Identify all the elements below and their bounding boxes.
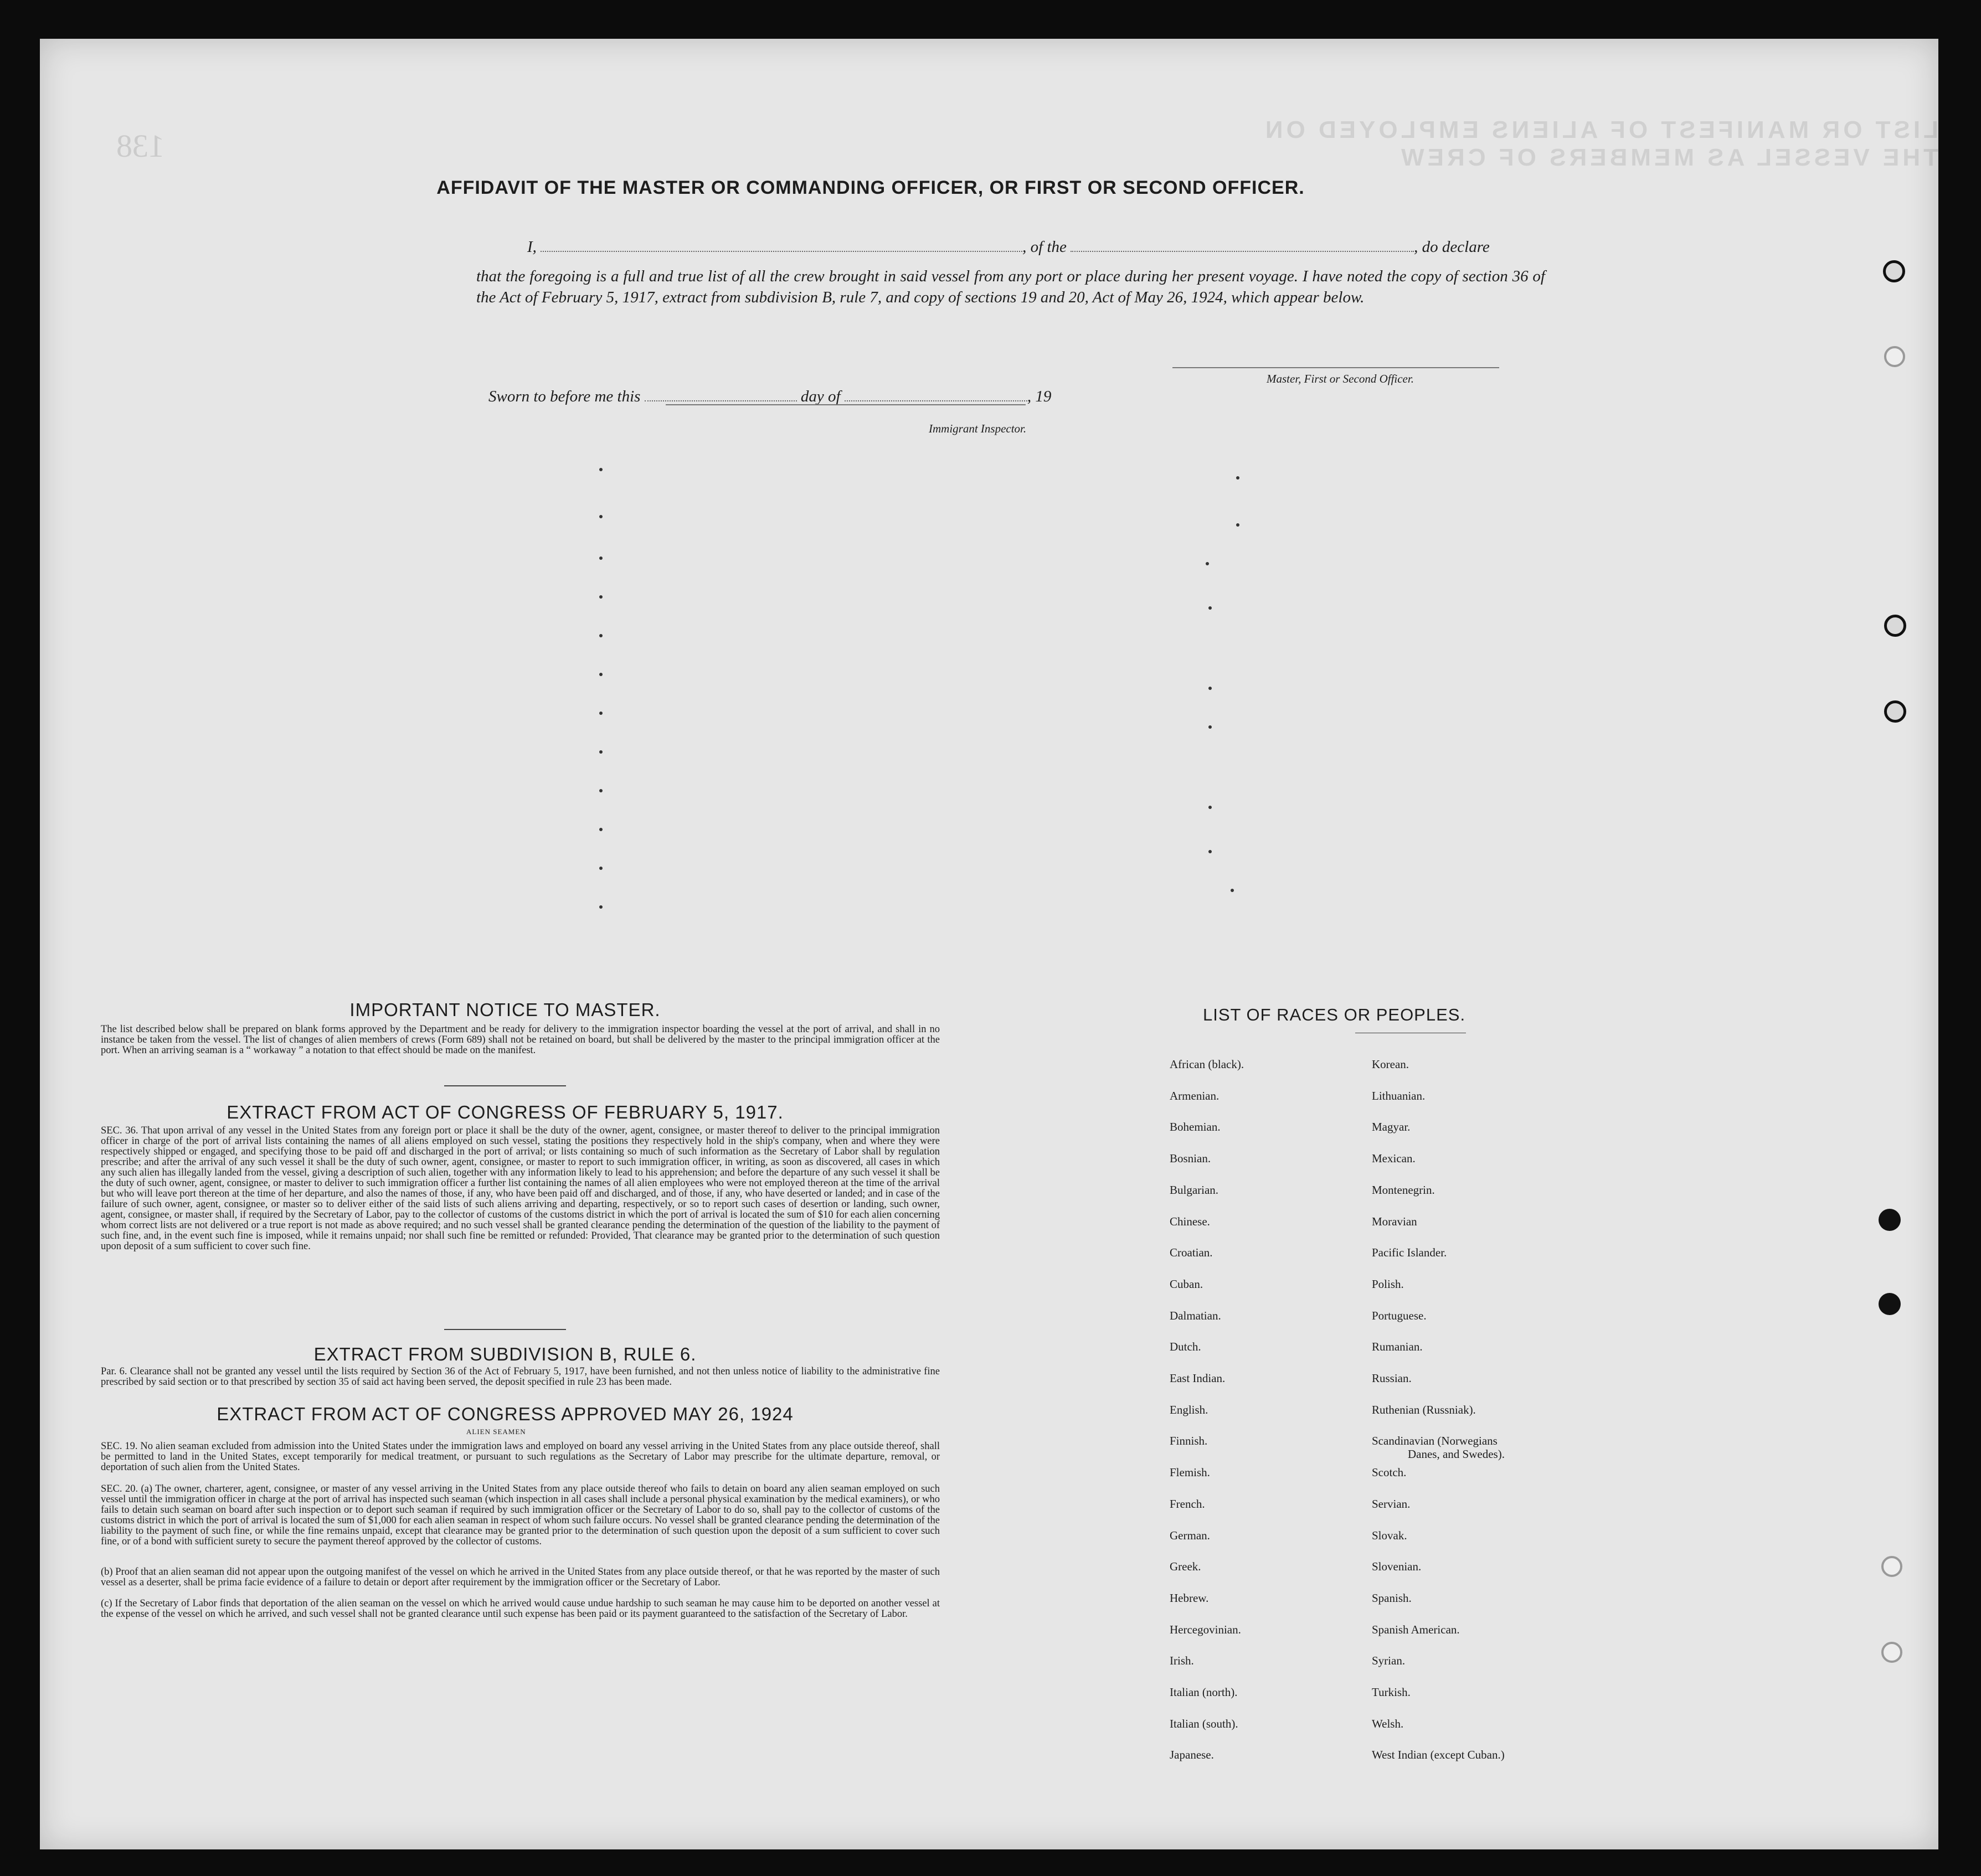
stray-mark (1231, 889, 1234, 892)
stray-mark (599, 634, 603, 637)
race-item: Greek. (1170, 1560, 1201, 1574)
stray-mark (599, 750, 603, 754)
race-item: Portuguese. (1372, 1308, 1427, 1322)
stray-mark (599, 712, 603, 715)
name-blank[interactable] (541, 248, 1022, 252)
extract-1917-text: SEC. 36. That upon arrival of any vessel in the United States from any foreign port or place it shall be the duty of the owner, agent, consignee, or master thereof to deliver to the principal immigration officer in charge of the port of arrival lists containing the names of all aliens employed on such vessel, stating the positions they respectively hold in the ship's company, when and where they were respectively shipped or engaged, and specifying those to be paid off and discharged in the port of arrival; or lists containing so much of such information as the Secretary of Labor shall by regulation prescribe; and after the arrival of any such vessel it shall be the duty of such owner, agent, consignee, or master to report to such immigration officer, in writing, as soon as discovered, all cases in which any such alien has illegally landed from the vessel, giving a description of such alien, together with any information likely to lead to his apprehension; and before the departure of any such vessel it shall be the duty of such owner, agent, consignee, or master to deliver to such immigration officer a further list containing the names of all alien employees who were not employed thereon at the time of the arrival but who will leave port thereon at the time of her departure, and also the names of those, if any, who have been paid off and discharged, and of those, if any, who have deserted or landed; and in case of the failure of such owner, agent, consignee, or master so to deliver either of the said lists of such aliens arriving and departing, respectively, or so to report such cases of desertion or landing, such owner, agent, consignee, or master shall, if required by the Secretary of Labor, pay to the collector of customs of the customs district in which the port of arrival is located the sum of $10 for each alien concerning whom correct lists are not delivered or a true report is not made as above required; and no such vessel shall be granted clearance pending the determination of the question of the liability to the payment of such fine, and, in the event such fine is imposed, while it remains unpaid; nor shall such fine be remitted or refunded: Provided, That clearance may be granted prior to the determination of such question upon deposit of a sum sufficient to cover such fine. (101, 1125, 940, 1252)
race-item: East Indian. (1170, 1372, 1226, 1385)
race-item: Ruthenian (Russniak). (1372, 1403, 1476, 1416)
document-sheet (40, 39, 1938, 1849)
race-item: Hercegovinian. (1170, 1622, 1241, 1636)
race-item: Cuban. (1170, 1277, 1203, 1291)
extract-rule6-title: EXTRACT FROM SUBDIVISION B, RULE 6. (313, 1344, 697, 1364)
stray-mark (1236, 523, 1239, 527)
race-item: Syrian. (1372, 1654, 1406, 1668)
sworn-line (488, 388, 1051, 406)
stray-mark (1208, 850, 1212, 853)
race-item: Dutch. (1170, 1340, 1201, 1354)
extract-1924-subtitle: ALIEN SEAMEN (466, 1427, 526, 1436)
race-item: Rumanian. (1372, 1340, 1423, 1354)
race-item: Hebrew. (1170, 1591, 1209, 1605)
race-item: German. (1170, 1528, 1210, 1542)
race-item: French. (1170, 1497, 1205, 1511)
binder-hole (1884, 346, 1905, 367)
inspector-label: Immigrant Inspector. (929, 422, 1027, 435)
bleed-through-page-number: 138 (116, 128, 164, 164)
race-item: Korean. (1372, 1058, 1409, 1071)
extract-1924-title: EXTRACT FROM ACT OF CONGRESS APPROVED MAY 26, 1924 (217, 1404, 794, 1424)
race-item: Magyar. (1372, 1120, 1411, 1134)
signature-line[interactable] (1172, 367, 1499, 368)
race-item: Croatian. (1170, 1246, 1213, 1260)
affidavit-of-the: , of the (1022, 238, 1067, 256)
notice-text: The list described below shall be prepared on blank forms approved by the Department and be ready for delivery to the immigration inspector boarding the vessel at the port of arrival, and shall in no instance be taken from the vessel. The list of changes of alien members of crews (Form 689) shall not be retained on board, but shall be delivered by the master to the principal immigration officer at the port. When an arriving seaman is a “ workaway ” a notation to that effect should be made on the manifest. (101, 1024, 940, 1056)
race-item: Chinese. (1170, 1214, 1210, 1228)
race-item: Bulgarian. (1170, 1183, 1219, 1197)
binder-hole (1879, 1209, 1901, 1231)
stray-mark (599, 595, 603, 599)
affidavit-title: AFFIDAVIT OF THE MASTER OR COMMANDING OFFICER, OR FIRST OR SECOND OFFICER. (436, 177, 1305, 198)
race-item: Bosnian. (1170, 1152, 1211, 1166)
stray-mark (1208, 725, 1212, 729)
stray-mark (599, 867, 603, 870)
race-item: Bohemian. (1170, 1120, 1221, 1134)
sworn-month-blank[interactable] (845, 397, 1027, 401)
affidavit-paragraph: that the foregoing is a full and true list of all the crew brought in said vessel from any port or place during her present voyage. I have noted the copy of section 36 of the Act of February 5, 1917, extract from subdivision B, rule 7, and copy of sections 19 and 20, Act of May 26, 1924, which appear below. (476, 267, 1545, 306)
signature-label: Master, First or Second Officer. (1267, 372, 1414, 385)
race-item: English. (1170, 1403, 1208, 1416)
stray-mark (1208, 606, 1212, 610)
stray-mark (1206, 562, 1209, 565)
sworn-day-blank[interactable] (645, 397, 797, 401)
race-item: Polish. (1372, 1277, 1404, 1291)
extract-1924-sec20b: (b) Proof that an alien seaman did not appear upon the outgoing manifest of the vessel on which he arrived in the United States from any place outside thereof, or that he was reported by the master of such vessel as a deserter, shall be prima facie evidence of a failure to detain or deport after requirement by the immigration officer or the Secretary of Labor. (101, 1566, 940, 1588)
extract-1917-title: EXTRACT FROM ACT OF CONGRESS OF FEBRUARY 5, 1917. (227, 1102, 784, 1122)
stray-mark (599, 468, 603, 471)
sworn-text: Sworn to before me this (488, 388, 641, 405)
race-item: Slovenian. (1372, 1560, 1422, 1574)
race-item: Turkish. (1372, 1686, 1411, 1699)
race-item: Scotch. (1372, 1466, 1407, 1480)
race-item: Italian (north). (1170, 1686, 1238, 1699)
race-item: Montenegrin. (1372, 1183, 1435, 1197)
stray-mark (599, 556, 603, 560)
stray-mark (599, 905, 603, 909)
binder-hole (1881, 1556, 1902, 1577)
affidavit-declaration-line (527, 238, 1490, 256)
bleed-through-title: LIST OR MANIFEST OF ALIENS EMPLOYED ON THE VESSEL AS MEMBERS OF CREW (1262, 116, 1938, 171)
race-item: Irish. (1170, 1654, 1194, 1668)
races-title: LIST OF RACES OR PEOPLES. (1203, 1005, 1466, 1024)
race-item: Armenian. (1170, 1089, 1220, 1102)
race-item: Servian. (1372, 1497, 1411, 1511)
extract-1924-sec20c: (c) If the Secretary of Labor finds that deportation of the alien seaman on the vessel on which he arrived would cause undue hardship to such seaman he may cause him to be deported on another vessel at the expense of the vessel on which he arrived, and such vessel shall not be granted clearance until such expense has been paid or its payment guaranteed to the satisfaction of the Secretary of Labor. (101, 1598, 940, 1620)
race-item: Pacific Islander. (1372, 1246, 1447, 1260)
vessel-blank[interactable] (1071, 248, 1414, 252)
race-item: Finnish. (1170, 1434, 1208, 1448)
affidavit-i: I, (527, 238, 537, 256)
sworn-year: , 19 (1027, 388, 1052, 405)
race-item: Scandinavian (Norwegians (1372, 1434, 1498, 1448)
stray-mark (599, 673, 603, 676)
binder-hole (1884, 700, 1906, 723)
stray-mark (599, 515, 603, 518)
stray-mark (599, 828, 603, 831)
race-item: Dalmatian. (1170, 1308, 1221, 1322)
divider (444, 1085, 566, 1086)
race-item: Lithuanian. (1372, 1089, 1426, 1102)
extract-1924-sec20a: SEC. 20. (a) The owner, charterer, agent, consignee, or master of any vessel arriving in the United States from any place outside thereof who fails to detain on board any alien seaman employed on such vessel until the immigration officer in charge at the port of arrival has inspected such seaman (which inspection in all cases shall include a personal physical examination by the medical examiners), or who fails to detain such seaman on board after such inspection or to deport such seaman if required by such immigration officer or the Secretary of Labor to do so, shall pay to the collector of customs of the customs district in which the port of arrival is located the sum of $1,000 for each alien seaman in respect of whom such failure occurs. No vessel shall be granted clearance pending the determination of the liability to the payment of such fine, or while the fine remains unpaid, except that clearance may be granted prior to the determination of such question upon the deposit of a sum sufficient to cover such fine, or of a bond with sufficient surety to secure the payment thereof approved by the collector of customs. (101, 1483, 940, 1547)
notice-title: IMPORTANT NOTICE TO MASTER. (349, 999, 661, 1020)
race-item: Italian (south). (1170, 1717, 1238, 1730)
stray-mark (1236, 476, 1239, 480)
inspector-signature-line[interactable] (666, 404, 1026, 405)
binder-hole (1879, 1293, 1901, 1315)
binder-hole (1884, 615, 1906, 637)
affidavit-declare: , do declare (1414, 238, 1490, 256)
stray-mark (599, 789, 603, 792)
race-item: Japanese. (1170, 1748, 1214, 1762)
binder-hole (1883, 260, 1905, 282)
race-item: Danes, and Swedes). (1408, 1447, 1505, 1461)
divider (444, 1329, 566, 1330)
race-item: Slovak. (1372, 1528, 1407, 1542)
race-item: Mexican. (1372, 1152, 1416, 1166)
binder-hole (1881, 1642, 1902, 1663)
race-item: Flemish. (1170, 1466, 1210, 1480)
stray-mark (1208, 806, 1212, 809)
race-item: Spanish American. (1372, 1622, 1460, 1636)
stray-mark (1208, 687, 1212, 690)
race-item: African (black). (1170, 1058, 1244, 1071)
race-item: Russian. (1372, 1372, 1412, 1385)
sworn-day-of: day of (800, 388, 841, 405)
extract-rule6-text: Par. 6. Clearance shall not be granted any vessel until the lists required by Section 36 of the Act of February 5, 1917, have been furnished, and not then unless notice of liability to the administrative fine prescribed by said section or to that prescribed by section 35 of said act having been served, the deposit specified in rule 23 has been made. (101, 1366, 940, 1388)
race-item: Moravian (1372, 1214, 1417, 1228)
extract-1924-sec19: SEC. 19. No alien seaman excluded from admission into the United States under the immigration laws and employed on board any vessel arriving in the United States from any place outside thereof, shall be permitted to land in the United States, except temporarily for medical treatment, or pursuant to such regulations as the Secretary of Labor may prescribe for the ultimate departure, removal, or deportation of such alien from the United States. (101, 1441, 940, 1473)
race-item: Spanish. (1372, 1591, 1412, 1605)
race-item: Welsh. (1372, 1717, 1404, 1730)
race-item: West Indian (except Cuban.) (1372, 1748, 1505, 1762)
